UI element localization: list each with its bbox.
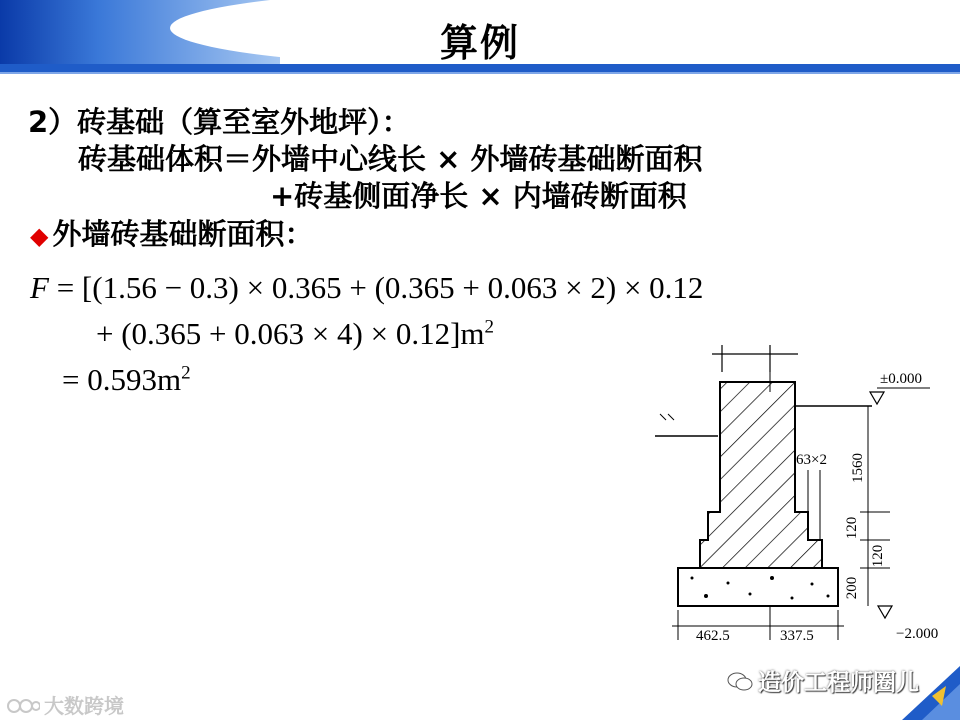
- level-bottom-label: −2.000: [896, 626, 939, 642]
- slide-title: 算例: [439, 21, 520, 65]
- equation-text-3: = 0.593m: [62, 362, 182, 397]
- equation-line-2: [96, 316, 494, 352]
- dim-left-label: 462.5: [696, 628, 730, 644]
- slide-header: [0, 0, 960, 80]
- equation-line-1: [30, 270, 703, 306]
- dim-step-label: 63×2: [796, 452, 827, 468]
- level-top-label: ±0.000: [880, 371, 922, 387]
- formula-line-2: +砖基侧面净长 × 内墙砖断面积: [270, 179, 687, 213]
- dim-200-label: 200: [844, 576, 860, 600]
- level-marker-icon: [878, 606, 892, 618]
- formula-line-1: 砖基础体积＝外墙中心线长 × 外墙砖基础断面积: [78, 142, 703, 176]
- corner-logo-icon: [902, 666, 960, 720]
- equation-line-3: [62, 362, 191, 398]
- equation-exponent-3: 2: [181, 362, 191, 384]
- level-marker-icon: [870, 392, 884, 404]
- watermark-logo-icon: [6, 696, 40, 720]
- watermark-right-text: 造价工程师圈儿: [758, 670, 919, 696]
- equation-text-1: = [(1.56 − 0.3) × 0.365 + (0.365 + 0.063 × 2) × 0.12: [48, 270, 704, 305]
- dim-right-label: 337.5: [780, 628, 814, 644]
- bullet-item: [30, 212, 313, 253]
- watermark-left-text: 大数跨境: [44, 694, 124, 718]
- dim-1560-label: 1560: [850, 453, 866, 483]
- dim-120b-label: 120: [870, 544, 886, 568]
- section-heading: 2）砖基础（算至室外地坪）：: [28, 105, 411, 139]
- equation-variable: F: [30, 270, 49, 305]
- wechat-icon: [726, 670, 754, 698]
- dim-120a-label: 120: [844, 516, 860, 540]
- watermark-right: [726, 664, 919, 698]
- foundation-section-drawing: [640, 335, 960, 655]
- watermark-left: [6, 690, 124, 720]
- diamond-bullet-icon: ◆: [30, 222, 49, 250]
- equation-exponent-2: 2: [484, 316, 495, 338]
- equation-text-2: + (0.365 + 0.063 × 4) × 0.12]m: [96, 316, 485, 351]
- bullet-text: 外墙砖基础断面积：: [52, 217, 314, 251]
